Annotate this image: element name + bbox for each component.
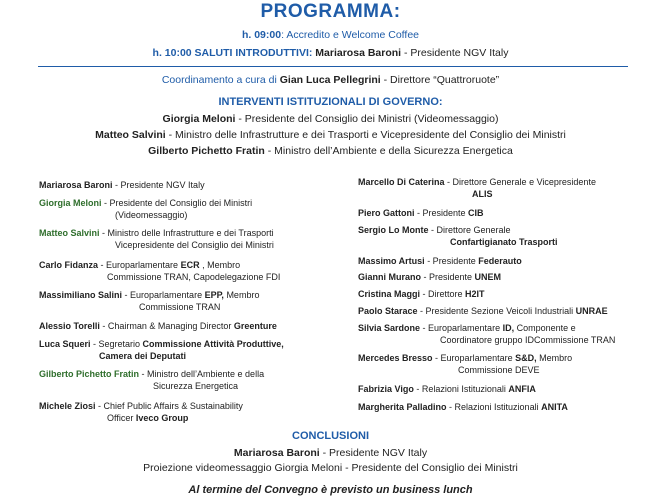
coordination-line	[0, 74, 661, 86]
speaker-role-cont: (Videomessaggio)	[115, 209, 188, 220]
list-item	[358, 353, 654, 376]
speaker-role-cont: Commissione TRAN	[139, 301, 221, 312]
speaker-role: Componente e	[514, 323, 576, 333]
speaker-name: Matteo Salvini	[95, 129, 166, 141]
list-item	[358, 208, 654, 220]
speaker-org: S&D,	[515, 353, 537, 363]
speaker-name: Mercedes Bresso	[358, 353, 433, 363]
speaker-role-cont: Coordinatore gruppo IDCommissione TRAN	[440, 334, 616, 345]
speaker-role: - Presidente	[414, 208, 469, 218]
speaker-name: Giorgia Meloni	[39, 198, 102, 208]
conclusions-heading: CONCLUSIONI	[292, 430, 369, 442]
speaker-org: EPP,	[204, 290, 224, 300]
speaker-role-cont: Commissione DEVE	[458, 364, 540, 375]
greetings-speaker-role: - Presidente NGV Italy	[401, 47, 509, 59]
list-item	[39, 369, 359, 392]
list-item	[39, 290, 359, 313]
speaker-org-cont: Confartigianato Trasporti	[450, 236, 558, 247]
speaker-name: Alessio Torelli	[39, 321, 100, 331]
list-item	[358, 384, 654, 396]
speaker-role-cont	[39, 413, 359, 425]
conclusions-video-line: Proiezione videomessaggio Giorgia Meloni - Presidente del Consiglio dei Ministri	[143, 462, 518, 474]
speaker-name: Paolo Starace	[358, 306, 418, 316]
speaker-name: Giorgia Meloni	[162, 113, 236, 125]
header-divider	[38, 66, 628, 67]
coordinator-name: Gian Luca Pellegrini	[279, 74, 381, 86]
speaker-name: Sergio Lo Monte	[358, 225, 429, 235]
speaker-role: - Relazioni Istituzionali	[413, 384, 509, 394]
speaker-name: Piero Gattoni	[358, 208, 415, 218]
greetings-speaker-name: Mariarosa Baroni	[315, 47, 402, 59]
speaker-org: ID,	[502, 323, 515, 333]
speaker-role: - Europarlamentare	[432, 353, 516, 363]
speaker-role: - Chairman & Managing Director	[99, 321, 234, 331]
speaker-org: Greenture	[233, 321, 277, 331]
speaker-org: ECR	[180, 260, 200, 270]
speaker-name: Matteo Salvini	[39, 228, 100, 238]
speaker-org: Federauto	[478, 256, 522, 266]
speaker-name: Marcello Di Caterina	[358, 177, 445, 187]
speaker-name: Fabrizia Vigo	[358, 384, 414, 394]
speaker-role: - Europarlamentare	[420, 323, 503, 333]
institutional-item	[0, 145, 661, 157]
speaker-name: Margherita Palladino	[358, 402, 447, 412]
list-item	[358, 306, 654, 318]
speaker-org: UNEM	[474, 272, 502, 282]
list-item	[358, 272, 654, 284]
list-item	[39, 321, 359, 333]
speaker-role: - Relazioni Istituzionali	[446, 402, 542, 412]
speaker-role-cont: Sicurezza Energetica	[153, 380, 239, 391]
list-item	[39, 339, 359, 362]
schedule-greetings	[0, 47, 661, 59]
list-item	[358, 402, 654, 414]
speaker-name: Silvia Sardone	[358, 323, 421, 333]
list-item	[358, 225, 654, 248]
list-item	[39, 401, 359, 424]
speaker-org: ANFIA	[508, 384, 536, 394]
list-item	[39, 180, 359, 192]
speaker-role: - Presidente Sezione Veicoli Industriali	[417, 306, 576, 316]
speaker-name: Mariarosa Baroni	[233, 447, 320, 459]
speaker-org: Commissione Attività Produttive,	[142, 339, 284, 349]
speaker-role: - Ministro dell’Ambiente e della	[139, 369, 265, 379]
speaker-name: Massimo Artusi	[358, 256, 425, 266]
speaker-role: , Membro	[199, 260, 241, 270]
speaker-role: - Europarlamentare	[98, 260, 181, 270]
list-item	[39, 228, 359, 251]
speaker-role-cont: Vicepresidente del Consiglio dei Ministri	[115, 239, 274, 250]
speaker-org-cont: Camera dei Deputati	[99, 350, 187, 361]
closing-note: Al termine del Convegno è previsto un business lunch	[188, 484, 473, 496]
speaker-role: - Direttore Generale	[428, 225, 511, 235]
speaker-name: Luca Squeri	[39, 339, 91, 349]
list-item	[39, 198, 359, 221]
speaker-org: H2IT	[465, 289, 485, 299]
schedule-time-0900: h. 09:00	[241, 29, 282, 41]
schedule-time-1000: h. 10:00 SALUTI INTRODUTTIVI:	[152, 47, 313, 59]
speaker-org-cont: ALIS	[472, 188, 493, 199]
speaker-role: Membro	[536, 353, 573, 363]
speaker-org: ANITA	[541, 402, 568, 412]
speaker-role: - Presidente NGV Italy	[319, 447, 428, 459]
schedule-coffee	[0, 29, 661, 41]
speaker-name: Gilberto Pichetto Fratin	[148, 145, 265, 157]
speaker-role: - Presidente del Consiglio dei Ministri (Videomessaggio)	[235, 113, 499, 125]
speaker-role: Membro	[223, 290, 260, 300]
speaker-name: Carlo Fidanza	[39, 260, 99, 270]
institutional-item	[0, 113, 661, 125]
speaker-role: - Presidente	[424, 256, 479, 266]
speaker-name: Michele Ziosi	[39, 401, 96, 411]
speaker-role: - Direttore	[420, 289, 466, 299]
institutional-heading: INTERVENTI ISTITUZIONALI DI GOVERNO:	[218, 96, 443, 108]
speaker-role: - Chief Public Affairs & Sustainability	[95, 401, 243, 411]
speaker-name: Mariarosa Baroni	[39, 180, 113, 190]
speaker-name: Gianni Murano	[358, 272, 421, 282]
conclusions-line	[0, 447, 661, 459]
schedule-coffee-text: : Accredito e Welcome Coffee	[281, 29, 420, 41]
speaker-name: Massimiliano Salini	[39, 290, 123, 300]
speaker-org: Iveco Group	[135, 412, 189, 423]
institutional-item	[0, 129, 661, 141]
speaker-org: UNRAE	[575, 306, 608, 316]
speaker-role: - Presidente	[421, 272, 475, 282]
list-item	[358, 256, 654, 268]
speaker-role: - Ministro delle Infrastrutture e dei Trasporti e Vicepresidente del Consiglio dei Ministri	[165, 129, 566, 141]
coordinator-role: - Direttore “Quattroruote”	[380, 74, 500, 86]
speaker-role: - Direttore Generale e Vicepresidente	[444, 177, 596, 187]
speaker-role: - Presidente del Consiglio dei Ministri	[101, 198, 253, 208]
speaker-role: - Ministro dell’Ambiente e della Sicurezza Energetica	[264, 145, 513, 157]
list-item	[358, 323, 654, 346]
speaker-name: Cristina Maggi	[358, 289, 421, 299]
speaker-name: Gilberto Pichetto Fratin	[39, 369, 140, 379]
list-item	[358, 289, 654, 301]
page-title: PROGRAMMA:	[260, 1, 401, 22]
list-item	[39, 260, 359, 283]
list-item	[358, 177, 654, 200]
coordination-prefix: Coordinamento a cura di	[161, 74, 280, 86]
speaker-role-cont: Commissione TRAN, Capodelegazione FDI	[107, 271, 281, 282]
speaker-role: - Europarlamentare	[122, 290, 205, 300]
speaker-org: CIB	[468, 208, 484, 218]
speaker-role: Officer	[107, 412, 136, 423]
speaker-role: - Segretario	[90, 339, 143, 349]
speaker-role: - Ministro delle Infrastrutture e dei Trasporti	[99, 228, 274, 238]
speaker-role: - Presidente NGV Italy	[112, 180, 205, 190]
